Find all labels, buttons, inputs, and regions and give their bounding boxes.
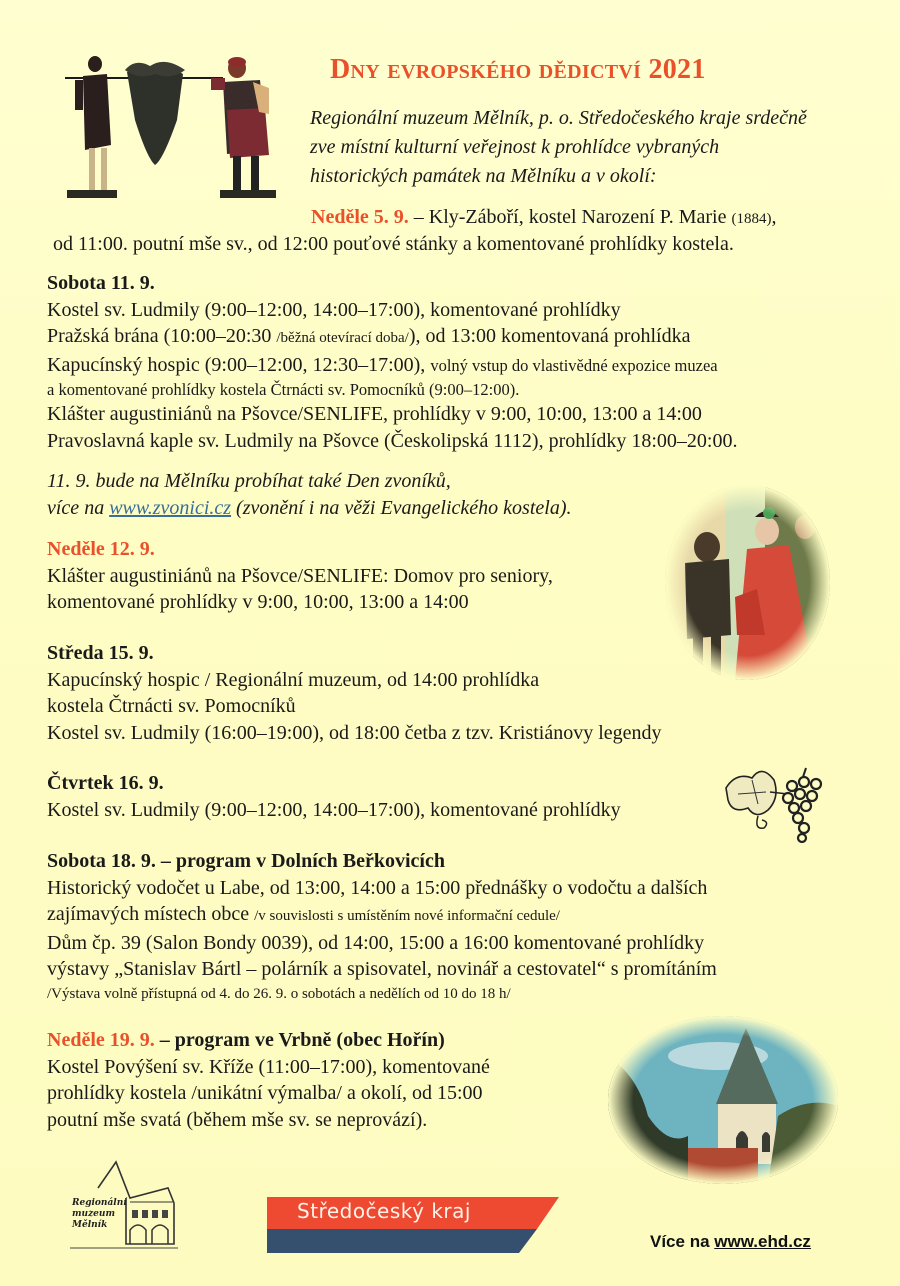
- event-text-small: volný vstup do vlastivědné expozice muzea: [430, 355, 718, 375]
- grape-carriers-illustration: [55, 50, 295, 200]
- church-image: [608, 1016, 838, 1184]
- note-line: [47, 495, 571, 522]
- church-illustration: [608, 1016, 838, 1184]
- event-text: Kapucínský hospic (9:00–12:00, 12:30–17:00),: [47, 353, 431, 376]
- event-line: Klášter augustiniánů na Pšovce/SENLIFE, prohlídky v 9:00, 10:00, 13:00 a 14:00: [47, 403, 702, 425]
- event-line: [47, 901, 717, 930]
- event-sun12: [47, 536, 553, 616]
- event-text: ), od 13:00 komentovaná prohlídka: [408, 325, 691, 347]
- event-day-date: Neděle 19. 9.: [47, 1029, 155, 1051]
- event-line: Dům čp. 39 (Salon Bondy 0039), od 14:00, 15:00 a 16:00 komentované prohlídky: [47, 931, 705, 954]
- event-day-rest: – program ve Vrbně (obec Hořín): [154, 1029, 445, 1051]
- event-sun5-line1: [311, 204, 776, 233]
- grapevine-icon: [718, 758, 823, 843]
- event-line: výstavy „Stanislav Bártl – polárník a spisovatel, novinář a cestovatel“ s promítáním: [47, 958, 717, 980]
- note-line: 11. 9. bude na Mělníku probíhat také Den zvoníků,: [47, 470, 451, 492]
- event-line: Historický vodočet u Labe, od 13:00, 14:00 a 15:00 přednášky o vodočtu a dalších: [47, 876, 708, 899]
- intro-line: zve místní kulturní veřejnost k prohlídce vybraných: [310, 136, 720, 158]
- more-info: [650, 1232, 811, 1252]
- event-line: komentované prohlídky v 9:00, 10:00, 13:00 a 14:00: [47, 591, 469, 613]
- event-line: kostela Čtrnácti sv. Pomocníků: [47, 695, 296, 717]
- event-line: [47, 323, 737, 352]
- event-day-label: Středa 15. 9.: [47, 642, 154, 664]
- zvonici-link[interactable]: www.zvonici.cz: [109, 496, 232, 519]
- intro-line: historických památek na Mělníku a v okolí:: [310, 165, 657, 187]
- bell-ringers-note: [47, 468, 571, 521]
- event-wed15: [47, 640, 662, 746]
- event-text: Pražská brána (10:00–20:30: [47, 325, 277, 347]
- museum-logo-line: Mělník: [72, 1220, 108, 1230]
- kraj-label: Středočeský kraj: [297, 1199, 471, 1223]
- event-line: /Výstava volně přístupná od 4. do 26. 9. o sobotách a nedělích od 10 do 18 h/: [47, 985, 511, 1002]
- event-line: Pravoslavná kaple sv. Ludmily na Pšovce (Českolipská 1112), prohlídky 18:00–20:00.: [47, 429, 738, 452]
- page-title: Dny evropského dědictví 2021: [330, 54, 706, 85]
- event-text: – Kly-Záboří, kostel Narození P. Marie: [408, 206, 732, 228]
- event-text: ,: [771, 206, 777, 228]
- museum-logo-line: muzeum: [72, 1209, 115, 1219]
- event-sun19: [47, 1027, 490, 1133]
- event-line: poutní mše svatá (během mše sv. se neprovází).: [47, 1108, 428, 1131]
- event-day-label: Čtvrtek 16. 9.: [47, 772, 164, 794]
- intro-text: [310, 104, 870, 191]
- event-day-label: [47, 1027, 490, 1054]
- event-text-small: /v souvislosti s umístěním nové informační cedule/: [254, 908, 560, 924]
- event-day-label: Sobota 11. 9.: [47, 272, 155, 294]
- event-text: zajímavých místech obce: [47, 903, 255, 925]
- event-day-label: Neděle 12. 9.: [47, 538, 155, 560]
- event-line: [47, 352, 737, 380]
- event-day-label: Sobota 18. 9. – program v Dolních Beřkovicích: [47, 850, 445, 872]
- museum-logo-line: Regionální: [72, 1198, 127, 1208]
- intro-line: Regionální muzeum Mělník, p. o. Středočeského kraje srdečně: [310, 107, 807, 129]
- event-text-small: /běžná otevírací doba/: [276, 330, 409, 346]
- event-line: a komentované prohlídky kostela Čtrnácti sv. Pomocníků (9:00–12:00).: [47, 380, 520, 399]
- event-line: Kostel sv. Ludmily (9:00–12:00, 14:00–17:00), komentované prohlídky: [47, 798, 621, 821]
- event-sat18: [47, 848, 717, 1005]
- grape-carriers-image: [55, 50, 295, 200]
- event-line: Kapucínský hospic / Regionální muzeum, od 14:00 prohlídka: [47, 668, 540, 691]
- stredocesky-kraj-logo: [267, 1197, 562, 1253]
- note-text: (zvonění i na věži Evangelického kostela).: [231, 496, 572, 519]
- event-line: Kostel sv. Ludmily (9:00–12:00, 14:00–17:00), komentované prohlídky: [47, 298, 621, 321]
- event-line: Kostel Povýšení sv. Kříže (11:00–17:00), komentované: [47, 1055, 490, 1078]
- event-thu16: [47, 770, 621, 823]
- note-text: více na: [47, 496, 110, 519]
- ludmila-image: [665, 485, 830, 680]
- museum-logo: [68, 1158, 188, 1253]
- ehd-link[interactable]: www.ehd.cz: [714, 1232, 811, 1251]
- ludmila-illustration: [665, 485, 830, 680]
- event-sun5-line2: od 11:00. poutní mše sv., od 12:00 pouťové stánky a komentované prohlídky kostela.: [53, 233, 734, 255]
- event-line: prohlídky kostela /unikátní výmalba/ a okolí, od 15:00: [47, 1082, 483, 1104]
- event-text-small: (1884): [731, 211, 772, 227]
- event-line: Klášter augustiniánů na Pšovce/SENLIFE: Domov pro seniory,: [47, 564, 553, 587]
- event-line: Kostel sv. Ludmily (16:00–19:00), od 18:00 četba z tzv. Kristiánovy legendy: [47, 721, 662, 744]
- more-info-prefix: Více na: [650, 1232, 715, 1251]
- event-sat11: [47, 270, 737, 454]
- event-day-label: Neděle 5. 9.: [311, 206, 409, 228]
